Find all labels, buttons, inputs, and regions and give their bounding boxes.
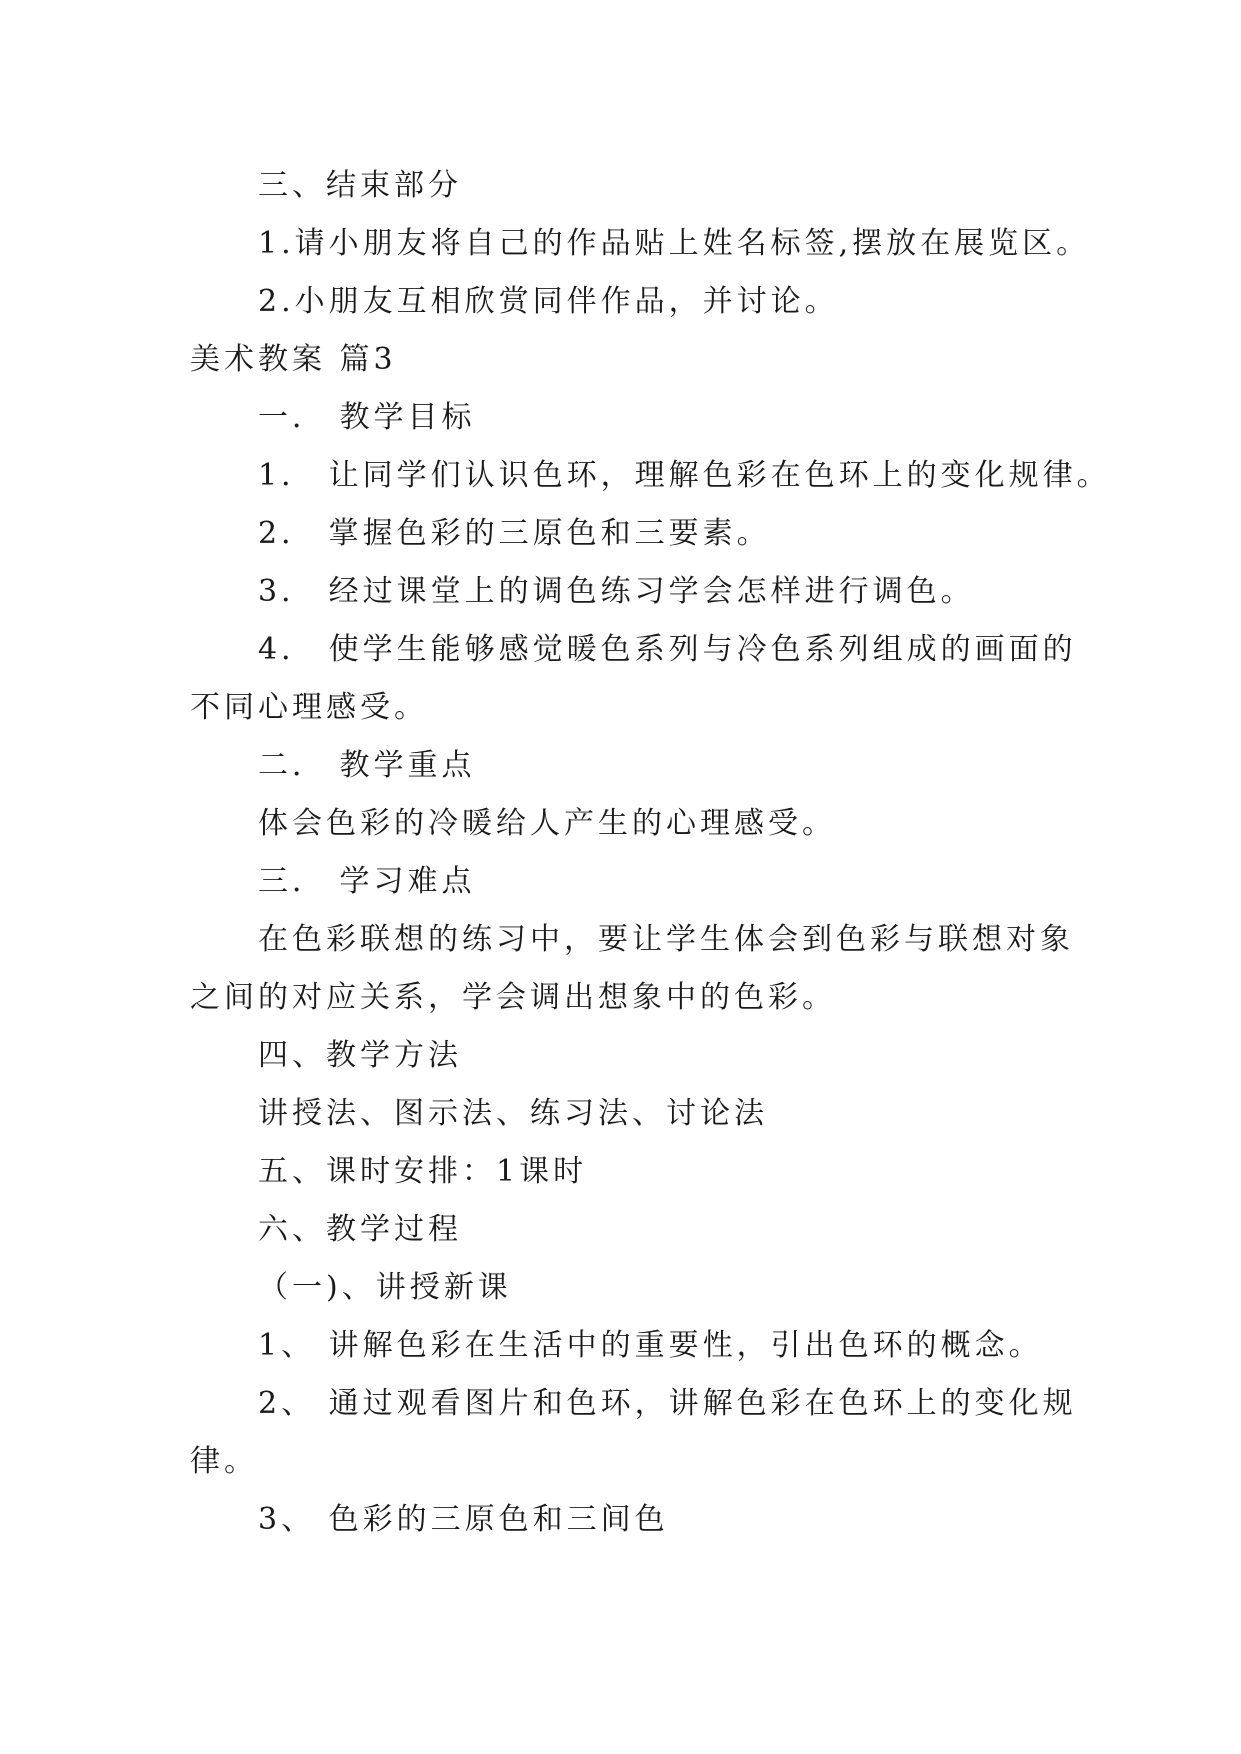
lesson-title: 美术教案 篇3 xyxy=(190,342,397,377)
section-heading-methods: 四、教学方法 xyxy=(258,1038,462,1073)
list-item: 2． 掌握色彩的三原色和三要素。 xyxy=(258,516,771,551)
paragraph-line: 在色彩联想的练习中，要让学生体会到色彩与联想对象 xyxy=(258,922,1074,957)
subsection-heading: （一)、讲授新课 xyxy=(258,1270,512,1305)
section-heading-schedule: 五、课时安排：1课时 xyxy=(258,1154,588,1189)
list-item: 3． 经过课堂上的调色练习学会怎样进行调色。 xyxy=(258,574,975,609)
section-heading-process: 六、教学过程 xyxy=(258,1212,462,1247)
paragraph-continuation: 之间的对应关系，学会调出想象中的色彩。 xyxy=(190,980,836,1015)
paragraph-line: 讲授法、图示法、练习法、讨论法 xyxy=(258,1096,768,1131)
list-item-continuation: 律。 xyxy=(190,1444,258,1479)
section-heading-closing: 三、结束部分 xyxy=(258,168,462,203)
paragraph-line: 体会色彩的冷暖给人产生的心理感受。 xyxy=(258,806,836,841)
list-item: 1、 讲解色彩在生活中的重要性，引出色环的概念。 xyxy=(258,1328,1043,1363)
paragraph-line: 1.请小朋友将自己的作品贴上姓名标签,摆放在展览区。 xyxy=(258,226,1091,261)
section-heading-difficulty: 三． 学习难点 xyxy=(258,864,476,899)
list-item: 1． 让同学们认识色环，理解色彩在色环上的变化规律。 xyxy=(258,458,1111,493)
section-heading-goals: 一． 教学目标 xyxy=(258,400,476,435)
list-item: 3、 色彩的三原色和三间色 xyxy=(258,1502,669,1537)
section-heading-focus: 二． 教学重点 xyxy=(258,748,476,783)
list-item-continuation: 不同心理感受。 xyxy=(190,690,428,725)
list-item: 4． 使学生能够感觉暖色系列与冷色系列组成的画面的 xyxy=(258,632,1077,667)
paragraph-line: 2.小朋友互相欣赏同伴作品，并讨论。 xyxy=(258,284,839,319)
list-item: 2、 通过观看图片和色环，讲解色彩在色环上的变化规 xyxy=(258,1386,1077,1421)
